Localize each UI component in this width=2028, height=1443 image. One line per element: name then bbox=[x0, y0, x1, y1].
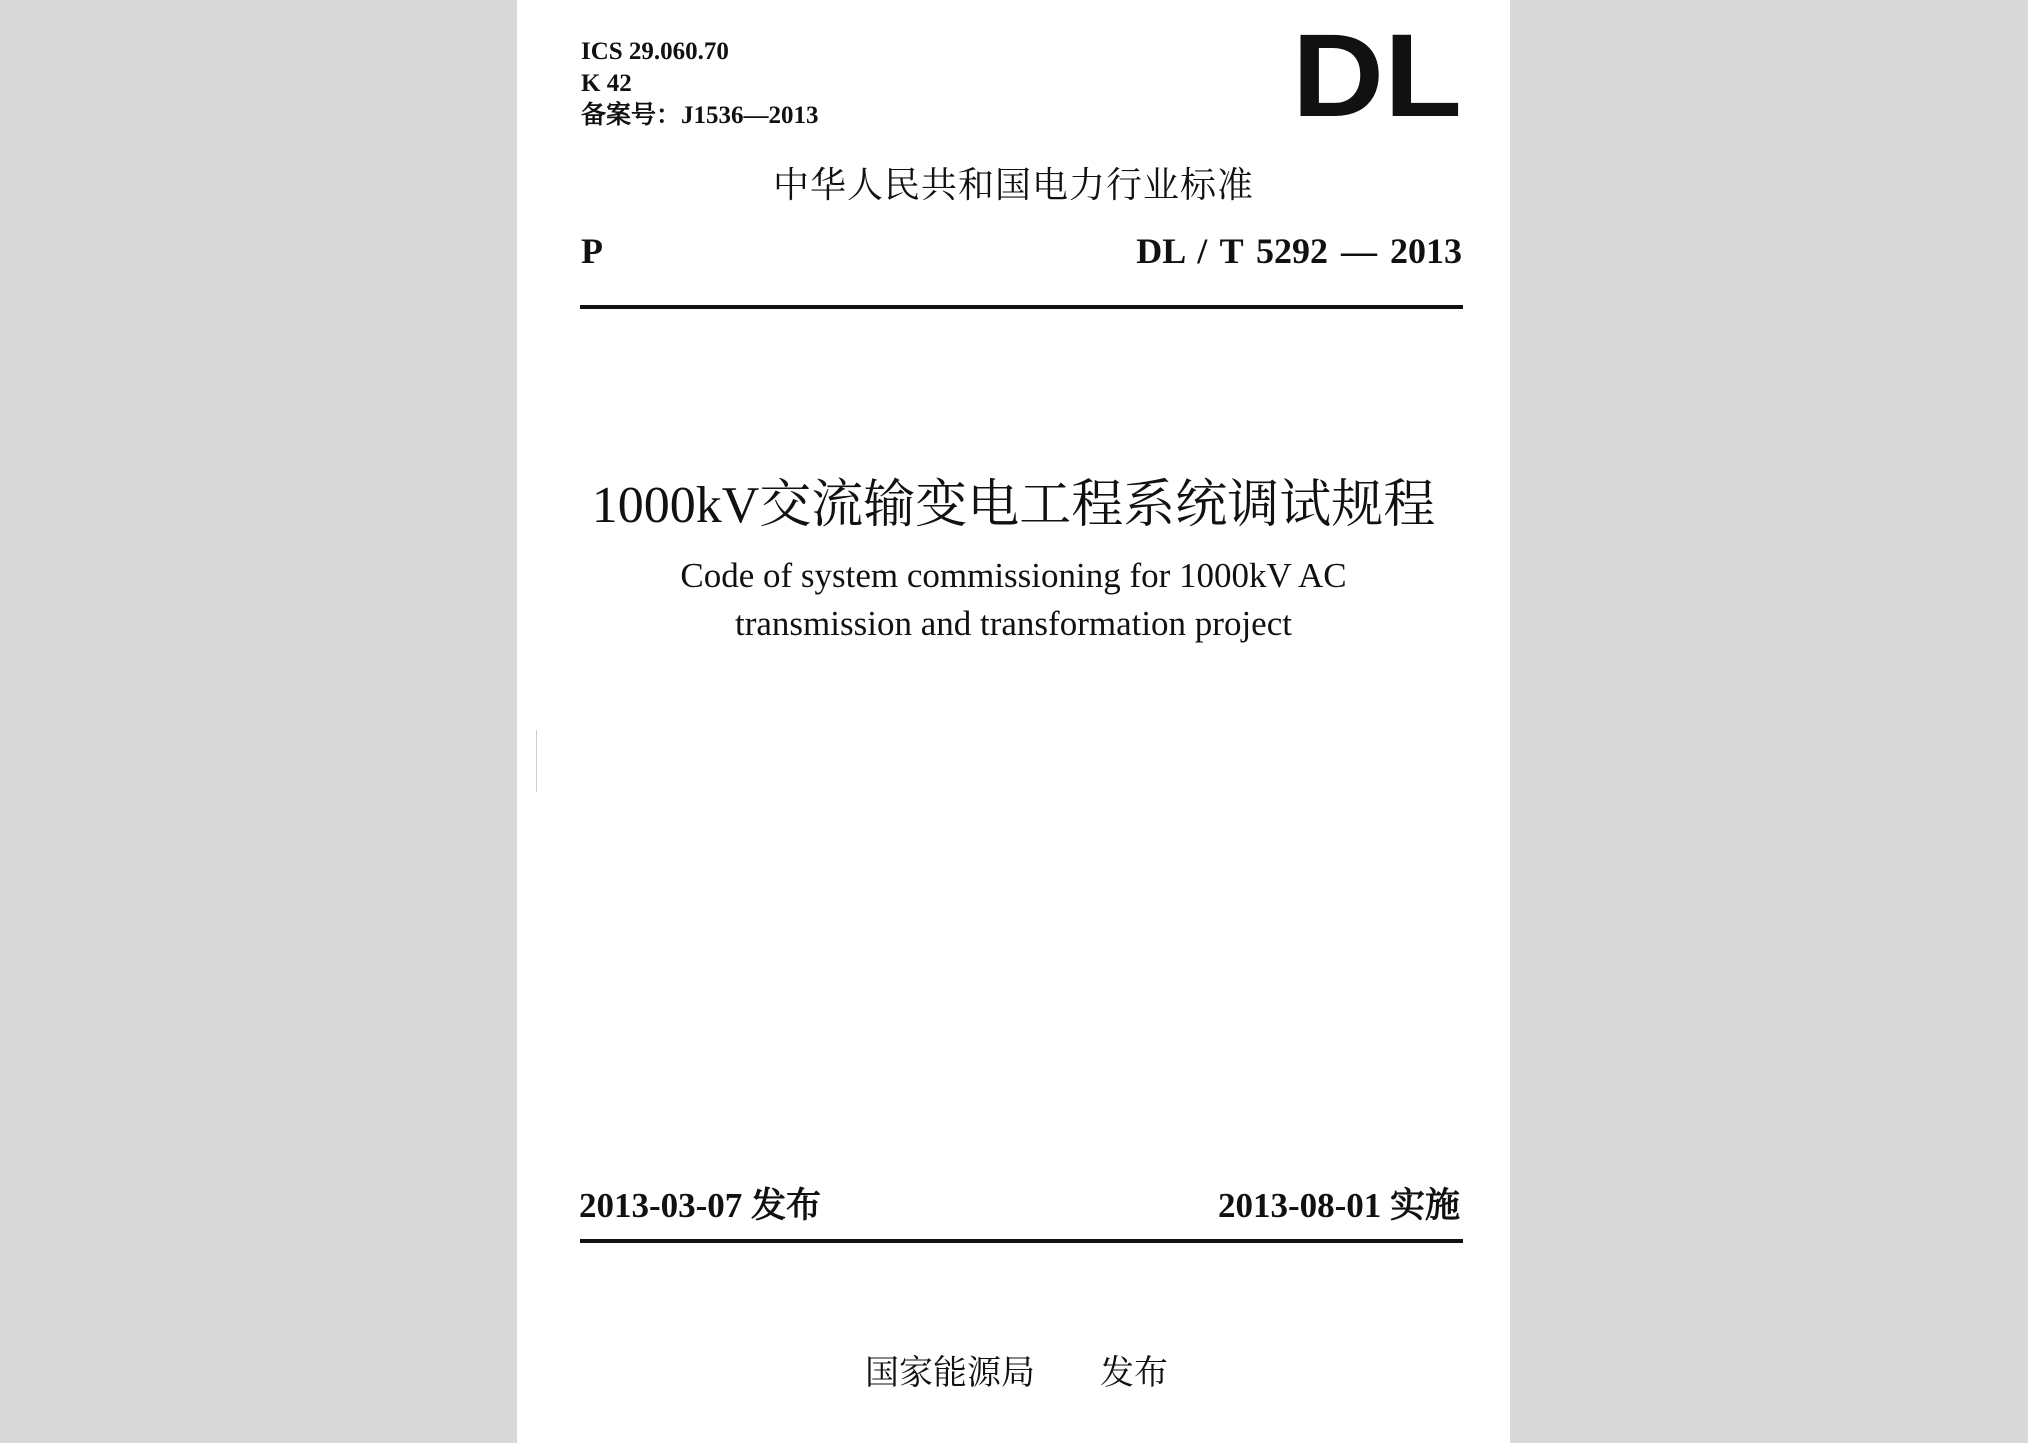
effective-date: 2013-08-01 实施 bbox=[1217, 1186, 1460, 1225]
bottom-divider bbox=[580, 1239, 1463, 1243]
industry-standard-title: 中华人民共和国电力行业标准 bbox=[772, 165, 1254, 206]
title-chinese: 1000kV交流输变电工程系统调试规程 bbox=[591, 477, 1436, 534]
category-letter: P bbox=[581, 231, 603, 271]
standard-code: DL / T 5292 — 2013 bbox=[1136, 231, 1462, 271]
release-date: 2013-03-07 发布 bbox=[579, 1186, 822, 1225]
filing-number: 备案号：J1536—2013 bbox=[581, 102, 819, 129]
ics-code: ICS 29.060.70 bbox=[581, 38, 729, 65]
issuer-action: 发布 bbox=[1100, 1353, 1168, 1393]
issuer-name: 国家能源局 bbox=[865, 1353, 1035, 1393]
dl-logo-text: DL bbox=[1292, 30, 1462, 124]
title-english-line-1: Code of system commissioning for 1000kV AC bbox=[680, 556, 1347, 595]
classification-code: K 42 bbox=[581, 70, 632, 97]
document-page bbox=[517, 0, 1510, 1443]
title-english-line-2: transmission and transformation project bbox=[735, 604, 1292, 643]
top-divider bbox=[580, 305, 1463, 309]
dl-logo bbox=[1291, 30, 1463, 124]
scan-artifact bbox=[536, 730, 537, 792]
